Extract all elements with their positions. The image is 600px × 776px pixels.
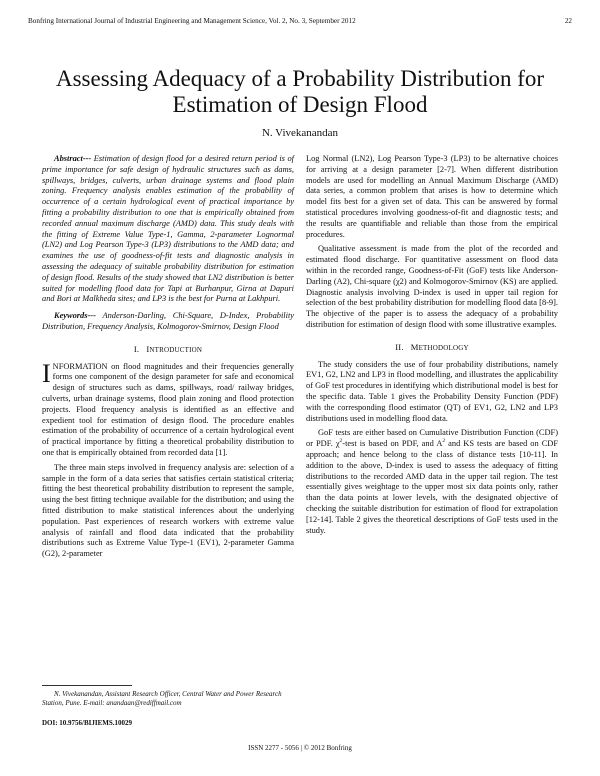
keywords-text: Anderson-Darling, Chi-Square, D-Index, Probability Distribution, Frequency Analysis, Kolmogorov-Smirnov, Design Flood: [42, 311, 294, 331]
footnote-rule: [42, 685, 132, 686]
intro-paragraph-2: The three main steps involved in frequency analysis are: selection of a sample in the form of a data series that satisfies certain statistical criteria; fitting the best theoretical probability distribution to represent the sample, using the best fitting technique available for the distribution; and using the fitted distribution to make statistical inferences about the underlying population. Past experiences of research workers with extreme value analysis of rainfall and flood data indicated that the probability distributions such as Extreme Value Type-1 (EV1), 2-parameter Gamma (G2), 2-parameter: [42, 462, 294, 559]
journal-header: Bonfring International Journal of Industrial Engineering and Management Science, Vol. 2, No. 3, September 2012: [28, 17, 356, 25]
page-number: 22: [564, 17, 572, 25]
keywords-label: Keywords---: [54, 311, 96, 321]
methodology-paragraph-2: GoF tests are either based on Cumulative Distribution Function (CDF) or PDF. $\chi^2$-test is based on PDF, and $A^2$ and KS tests are based on CDF approach; and hence belong to the class of distance tests [10-11]. In addition to the above, D-index is used to assess the adequacy of fitting distributions to the recorded AMD data in the upper tail region. The test essentially gives weightage to the upper most six data points only, rather than the data points at lower levels, with the designated objective of checking the suitable distribution for estimation of flood for extrapolation [12-14]. Table 2 gives the theoretical descriptions of GoF tests used in the study.: [306, 428, 558, 535]
author-name: N. Vivekanandan: [261, 127, 339, 139]
keywords: [42, 311, 294, 333]
section-heading-methodology: II. METHODOLOGY: [395, 341, 469, 352]
page-footer: ISSN 2277 - 5056 | © 2012 Bonfring: [248, 744, 352, 752]
running-header: [28, 17, 572, 25]
right-column: [306, 154, 558, 536]
section-heading-introduction: I. INTRODUCTION: [133, 343, 203, 354]
abstract-label: Abstract---: [54, 154, 92, 163]
intro-paragraph-1: INFORMATION on flood magnitudes and their frequencies generally forms one component of the design parameter for safe and economical design of structures such as dams, spillways, road/ railway bridges, culverts, urban drainage systems, flood plain zoning and flood protection projects. Flood frequency analysis is identified as an effective and expedient tool for estimation of design flood. The procedure enables estimation of the probability of occurrence of a certain hydrological event of practical importance by fitting a theoretical probability distribution to one that is empirically obtained from recorded data [1].: [42, 358, 294, 457]
drop-cap: I: [42, 358, 51, 388]
paper-title: Assessing Adequacy of a Probability Distribution for Estimation of Design Flood: [55, 66, 545, 117]
right-paragraph-1: Log Normal (LN2), Log Pearson Type-3 (LP3) to be alternative choices for arriving at a design parameter [2-7]. When different distribution models are used for modelling an Annual Maximum Discharge (AMD) data series, a common problem that arises is how to determine which model fits best for a given set of data. This can be answered by formal statistical procedures involving goodness-of-fit and diagnostic tests; and the results are quantifiable and reliable than those from the empirical procedures.: [306, 154, 558, 239]
abstract-text: Estimation of design flood for a desired return period is of prime importance for safe design of hydraulic structures such as dams, spillways, bridges, culverts, urban drainage systems and flood plain zoning. Frequency analysis enables estimation of the probability of occurrence of a certain hydrological event of practical importance by fitting a probability distribution to one that is empirically obtained from recorded annual maximum discharge (AMD) data. This study deals with the fitting of Extreme Value Type-1, Gamma, 2-parameter Lognormal (LN2) and Log Pearson Type-3 (LP3) distributions to the AMD data; and examines the use of goodness-of-fit tests and diagnostic analysis in assessing the adequacy of suitable probability distribution for estimation of design flood. Results of the study showed that LN2 distribution is better suited for modelling flood data for Tapi at Burhanpur, Girna at Dapuri and Bori at Malkheda sites; and LP3 is the best for Purna at Lakhpuri.: [42, 154, 294, 304]
abstract: [42, 154, 294, 305]
author-footnote: N. Vivekanandan, Assistant Research Officer, Central Water and Power Research Station, Pune. E-mail: anandaan@rediffmail.com: [42, 690, 282, 707]
methodology-paragraph-1: The study considers the use of four probability distributions, namely EV1, G2, LN2 and LP3 in flood modelling, and illustrates the applicability of GoF test procedures in identifying which distributional model is best for the specific data. Table 1 gives the Probability Density Function (PDF) with the corresponding flood estimator (QT) of EV1, G2, LN2 and LP3 distributions used in modelling flood data.: [306, 359, 558, 423]
left-column: [42, 154, 294, 560]
right-paragraph-2: Qualitative assessment is made from the plot of the recorded and estimated flood discharge. For quantitative assessment on flood data within in the recorded range, Goodness-of-Fit (GoF) tests like Anderson-Darling (A2), Chi-square (χ2) and Kolmogorov-Smirnov (KS) are applied. Diagnostic analysis involving D-index is used in upper tail region for selection of the best probability distribution for modelling flood data [8-9]. The objective of the paper is to assess the adequacy of a probability distribution for estimation of design flood with some illustrative examples.: [306, 244, 558, 329]
doi: DOI: 10.9756/BIJIEMS.10029: [42, 719, 133, 727]
